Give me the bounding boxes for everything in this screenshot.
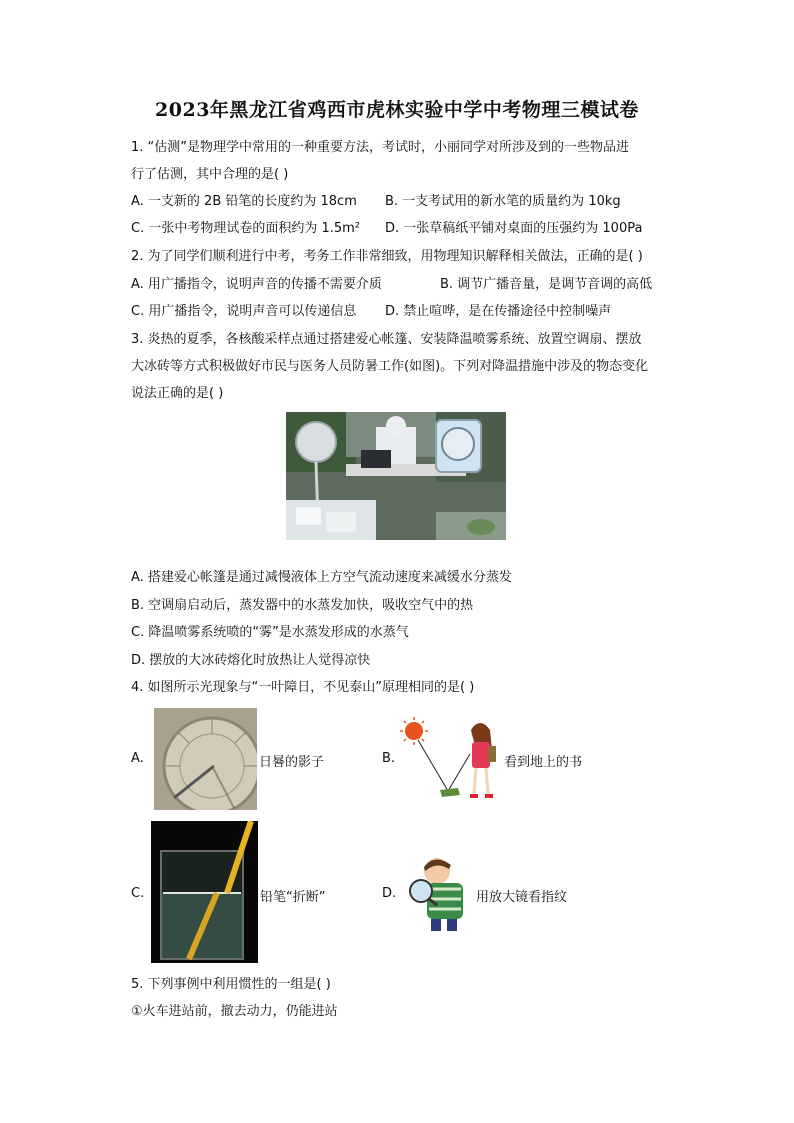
q1-option-a: A. 一支新的 2B 铅笔的长度约为 18cm: [131, 194, 357, 209]
page-title: 2023年黑龙江省鸡西市虎林实验中学中考物理三模试卷: [155, 99, 639, 121]
magnifier-image: [405, 855, 475, 933]
q4-option-b-label: B.: [382, 751, 396, 766]
sundial-image: [154, 708, 257, 810]
q4-option-a-label: A.: [131, 751, 144, 766]
cooling-station-image: [286, 412, 506, 540]
q3-option-b: B. 空调扇启动后，蒸发器中的水蒸发加快，吸收空气中的热: [131, 598, 474, 613]
pencil-in-glass-image: [151, 821, 258, 963]
q2-option-a: A. 用广播指令，说明声音的传播不需要介质: [131, 277, 382, 292]
q4-stem-line1: 4. 如图所示光现象与“一叶障日，不见泰山”原理相同的是( ): [131, 680, 475, 695]
q1-stem-line2: 行了估测，其中合理的是( ): [131, 167, 289, 182]
q1-option-d: D. 一张草稿纸平铺对桌面的压强约为 100Pa: [385, 221, 643, 236]
q3-stem-line1: 3. 炎热的夏季，各核酸采样点通过搭建爱心帐篷、安装降温喷雾系统、放置空调扇、摆放: [131, 332, 642, 347]
q3-option-a: A. 搭建爱心帐篷是通过减慢液体上方空气流动速度来减缓水分蒸发: [131, 570, 512, 585]
q3-option-d: D. 摆放的大冰砖熔化时放热让人觉得凉快: [131, 653, 371, 668]
cooling-station-photo: [286, 412, 506, 540]
q5-item-1: ①火车进站前，撤去动力，仍能进站: [131, 1004, 338, 1019]
q4-option-d-caption: 用放大镜看指纹: [476, 890, 568, 905]
q4-option-d-label: D.: [382, 886, 397, 901]
q1-stem-line1: 1. “估测”是物理学中常用的一种重要方法，考试时，小丽同学对所涉及到的一些物品进: [131, 140, 630, 155]
q3-option-c: C. 降温喷雾系统喷的“雾”是水蒸发形成的水蒸气: [131, 625, 409, 640]
q5-stem-line1: 5. 下列事例中利用惯性的一组是( ): [131, 977, 331, 992]
q4-option-c-caption: 铅笔“折断”: [260, 890, 326, 905]
girl-book-image: [400, 714, 504, 806]
q3-stem-line3: 说法正确的是( ): [131, 386, 224, 401]
q4-option-c-label: C.: [131, 886, 145, 901]
q2-option-b: B. 调节广播音量，是调节音调的高低: [440, 277, 653, 292]
q2-option-d: D. 禁止喧哗，是在传播途径中控制噪声: [385, 304, 612, 319]
q4-option-b-caption: 看到地上的书: [504, 755, 583, 770]
q1-option-b: B. 一支考试用的新水笔的质量约为 10kg: [385, 194, 621, 209]
q4-option-a-caption: 日晷的影子: [259, 755, 325, 770]
q3-stem-line2: 大冰砖等方式积极做好市民与医务人员防暑工作(如图)。下列对降温措施中涉及的物态变化: [131, 359, 649, 374]
q2-option-c: C. 用广播指令，说明声音可以传递信息: [131, 304, 357, 319]
q1-option-c: C. 一张中考物理试卷的面积约为 1.5m²: [131, 221, 361, 236]
q2-stem-line1: 2. 为了同学们顺利进行中考，考务工作非常细致，用物理知识解释相关做法，正确的是( ): [131, 249, 643, 264]
